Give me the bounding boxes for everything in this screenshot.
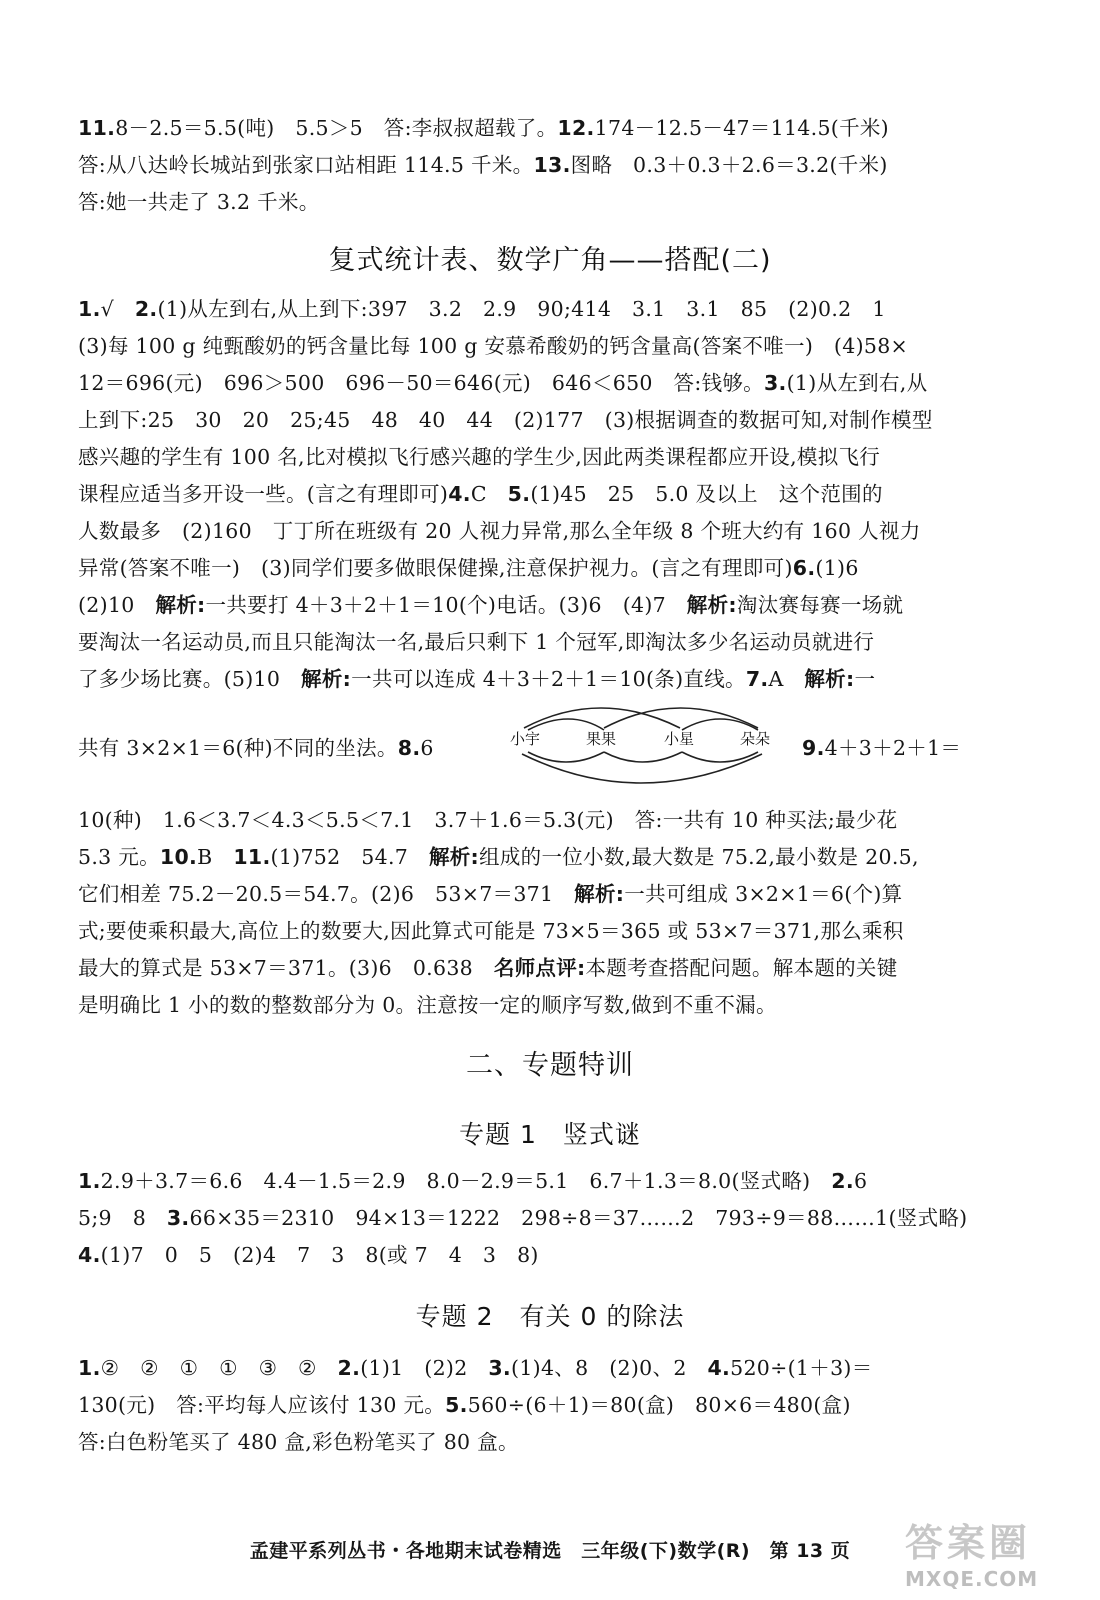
topic-heading-1: 专题 1 竖式谜 xyxy=(459,1120,641,1149)
answer-text: 一共可以连成 4＋3＋2＋1＝10(条)直线。 xyxy=(351,667,746,691)
question-number: 3. xyxy=(488,1356,512,1380)
question-number: 6. xyxy=(792,556,816,580)
text-line xyxy=(78,1350,983,1387)
answer-text: (3)每 100 g 纯甄酸奶的钙含量比每 100 g 安慕希酸奶的钙含量高(答案不唯一) (4)58× xyxy=(78,334,909,358)
question-number: 5. xyxy=(507,482,531,506)
answer-text: 答:从八达岭长城站到张家口站相距 114.5 千米。 xyxy=(78,153,534,177)
text-line xyxy=(78,624,983,661)
answer-text: 5.3 元。 xyxy=(78,845,160,869)
answer-line-after-diagram xyxy=(802,730,987,767)
answer-text: 答:她一共走了 3.2 千米。 xyxy=(78,190,320,214)
answer-text: (1)1 (2)2 xyxy=(360,1356,489,1380)
question-number: 1. xyxy=(78,1356,101,1380)
text-line xyxy=(78,550,983,587)
text-line xyxy=(78,291,983,328)
question-number: 11. xyxy=(233,845,271,869)
text-line xyxy=(78,110,983,147)
text-line xyxy=(78,661,983,698)
answer-text: 感兴趣的学生有 100 名,比对模拟飞行感兴趣的学生少,因此两类课程都应开设,模拟飞行 xyxy=(78,445,881,469)
line-left-part xyxy=(78,736,434,760)
answer-text: 560÷(6＋1)＝80(盒) 80×6＝480(盒) xyxy=(467,1393,851,1417)
answer-text: 共有 3×2×1＝6(种)不同的坐法。 xyxy=(78,736,398,760)
question-number: 5. xyxy=(445,1393,468,1417)
text-line xyxy=(78,913,983,950)
text-line xyxy=(78,950,983,987)
text-line xyxy=(78,476,983,513)
text-line xyxy=(78,587,983,624)
question-number: 10. xyxy=(159,845,198,869)
answer-block-2 xyxy=(78,291,983,698)
question-number: 11. xyxy=(78,116,116,140)
text-line xyxy=(78,1424,983,1461)
question-number: 解析: xyxy=(804,667,855,691)
answer-text: 8－2.5＝5.5(吨) 5.5＞5 答:李叔叔超载了。 xyxy=(115,116,558,140)
answer-text: 4＋3＋2＋1＝ xyxy=(824,736,962,760)
text-line xyxy=(78,839,983,876)
arc-1-4-bottom xyxy=(522,754,762,783)
watermark-url: MXQE.COM xyxy=(905,1567,1039,1591)
text-line xyxy=(78,1237,983,1274)
answer-text: 是明确比 1 小的数的整数部分为 0。注意按一定的顺序写数,做到不重不漏。 xyxy=(78,993,777,1017)
text-line xyxy=(78,1163,983,1200)
answer-text: 一共要打 4＋3＋2＋1＝10(个)电话。(3)6 (4)7 xyxy=(205,593,687,617)
answer-block-1 xyxy=(78,110,983,221)
answer-text: 组成的一位小数,最大数是 75.2,最小数是 20.5, xyxy=(479,845,919,869)
answer-text: 它们相差 75.2－20.5＝54.7。(2)6 53×7＝371 xyxy=(78,882,575,906)
question-number: 1. xyxy=(78,297,101,321)
question-number: 4. xyxy=(448,482,471,506)
text-line xyxy=(78,1200,983,1237)
answer-text: C xyxy=(470,482,508,506)
answer-text: 答:白色粉笔买了 480 盒,彩色粉笔买了 80 盒。 xyxy=(78,1430,519,1454)
text-line xyxy=(78,1387,983,1424)
text-line xyxy=(78,802,983,839)
diagram-name-3: 小星 xyxy=(664,730,695,748)
question-number: 名师点评: xyxy=(493,956,586,980)
topic-heading-2: 专题 2 有关 0 的除法 xyxy=(415,1302,685,1331)
answer-text: (2)10 xyxy=(78,593,156,617)
arc-1-2-bottom xyxy=(528,752,604,762)
question-number: 13. xyxy=(533,153,571,177)
answer-text: 了多少场比赛。(5)10 xyxy=(78,667,302,691)
question-number: 2. xyxy=(337,1356,361,1380)
answer-text: (1)7 0 5 (2)4 7 3 8(或 7 4 3 8) xyxy=(100,1243,539,1267)
text-line xyxy=(78,365,983,402)
answer-text: 淘汰赛每赛一场就 xyxy=(736,593,904,617)
answer-text: 一共可组成 3×2×1＝6(个)算 xyxy=(624,882,903,906)
answer-text: A xyxy=(768,667,805,691)
diagram-name-2: 果果 xyxy=(586,730,617,748)
answer-block-5 xyxy=(78,1350,983,1461)
answer-text: 人数最多 (2)160 丁丁所在班级有 20 人视力异常,那么全年级 8 个班大约有 160 人视力 xyxy=(78,519,921,543)
answer-text: 2.9＋3.7＝6.6 4.4－1.5＝2.9 8.0－2.9＝5.1 6.7＋1.3＝8.0(竖式略) xyxy=(100,1169,832,1193)
answer-text: B xyxy=(197,845,234,869)
question-number: 解析: xyxy=(428,845,480,869)
arc-2-3-bottom xyxy=(604,752,682,762)
answer-text: (1)45 25 5.0 及以上 这个范围的 xyxy=(530,482,883,506)
answer-text: 图略 0.3＋0.3＋2.6＝3.2(千米) xyxy=(570,153,888,177)
question-number: 7. xyxy=(745,667,769,691)
answer-text: 课程应适当多开设一些。(言之有理即可) xyxy=(78,482,449,506)
watermark-logo xyxy=(905,1512,1095,1596)
question-number: 解析: xyxy=(155,593,206,617)
question-number: 8. xyxy=(397,736,421,760)
answer-text: 12＝696(元) 696＞500 696－50＝646(元) 646＜650 答:钱够。 xyxy=(78,371,764,395)
line-right-part xyxy=(802,736,961,760)
page-footer: 孟建平系列丛书・各地期末试卷精选 三年级(下)数学(R) 第 13 页 xyxy=(249,1540,851,1562)
section-heading-statistics: 复式统计表、数学广角——搭配(二) xyxy=(328,245,772,276)
answer-block-3 xyxy=(78,802,983,1024)
question-number: 12. xyxy=(557,116,595,140)
answer-text: 520÷(1＋3)＝ xyxy=(730,1356,873,1380)
arc-3-4-top xyxy=(682,719,758,730)
text-line xyxy=(78,513,983,550)
answer-text: 上到下:25 30 20 25;45 48 40 44 (2)177 (3)根据调查的数据可知,对制作模型 xyxy=(78,408,933,432)
text-line xyxy=(78,987,983,1024)
answer-text: 66×35＝2310 94×13＝1222 298÷8＝37……2 793÷9＝88……1(竖式略) xyxy=(189,1206,968,1230)
question-number: 1. xyxy=(78,1169,101,1193)
question-number: 2. xyxy=(831,1169,854,1193)
watermark-text: 答案圈 xyxy=(905,1521,1032,1565)
diagram-name-4: 朵朵 xyxy=(740,730,771,748)
answer-text: (1)4、8 (2)0、2 xyxy=(511,1356,708,1380)
answer-text: 一 xyxy=(854,667,876,691)
text-line xyxy=(78,147,983,184)
answer-text: 130(元) 答:平均每人应该付 130 元。 xyxy=(78,1393,446,1417)
answer-text: 要淘汰一名运动员,而且只能淘汰一名,最后只剩下 1 个冠军,即淘汰多少名运动员就进行 xyxy=(78,630,875,654)
answer-text: 5;9 8 xyxy=(78,1206,167,1230)
text-line xyxy=(78,328,983,365)
pairing-diagram xyxy=(500,700,800,800)
text-line xyxy=(78,402,983,439)
answer-text: √ xyxy=(100,297,135,321)
question-number: 解析: xyxy=(574,882,625,906)
answer-text: 10(种) 1.6＜3.7＜4.3＜5.5＜7.1 3.7＋1.6＝5.3(元) 答:一共有 10 种买法;最少花 xyxy=(78,808,898,832)
answer-text: (1)从左到右,从 xyxy=(786,371,928,395)
section-heading-special-training: 二、专题特训 xyxy=(466,1050,634,1081)
answer-text: 6 xyxy=(853,1169,868,1193)
answer-text: 6 xyxy=(420,736,434,760)
answer-text: (1)752 54.7 xyxy=(270,845,429,869)
text-line xyxy=(78,876,983,913)
answer-text: 174－12.5－47＝114.5(千米) xyxy=(594,116,889,140)
question-number: 9. xyxy=(802,736,825,760)
arc-1-3-top xyxy=(524,708,680,728)
question-number: 4. xyxy=(707,1356,731,1380)
answer-block-4 xyxy=(78,1163,983,1274)
text-line xyxy=(78,184,983,221)
answer-text: 本题考查搭配问题。解本题的关键 xyxy=(585,956,898,980)
diagram-name-1: 小宇 xyxy=(510,730,541,748)
question-number: 2. xyxy=(134,297,158,321)
text-line xyxy=(78,439,983,476)
answer-text: 异常(答案不唯一) (3)同学们要多做眼保健操,注意保护视力。(言之有理即可) xyxy=(78,556,793,580)
answer-text: 式;要使乘积最大,高位上的数要大,因此算式可能是 73×5＝365 或 53×7＝371,那么乘积 xyxy=(78,919,904,943)
answer-text: (1)从左到右,从上到下:397 3.2 2.9 90;414 3.1 3.1 85 (2)0.2 1 xyxy=(157,297,886,321)
answer-text: (1)6 xyxy=(815,556,859,580)
answer-text: ② ② ① ① ③ ② xyxy=(100,1356,338,1380)
question-number: 4. xyxy=(78,1243,101,1267)
question-number: 解析: xyxy=(686,593,737,617)
question-number: 解析: xyxy=(301,667,352,691)
answer-text: 最大的算式是 53×7＝371。(3)6 0.638 xyxy=(78,956,494,980)
question-number: 3. xyxy=(763,371,787,395)
question-number: 3. xyxy=(166,1206,190,1230)
text-line xyxy=(802,730,987,767)
